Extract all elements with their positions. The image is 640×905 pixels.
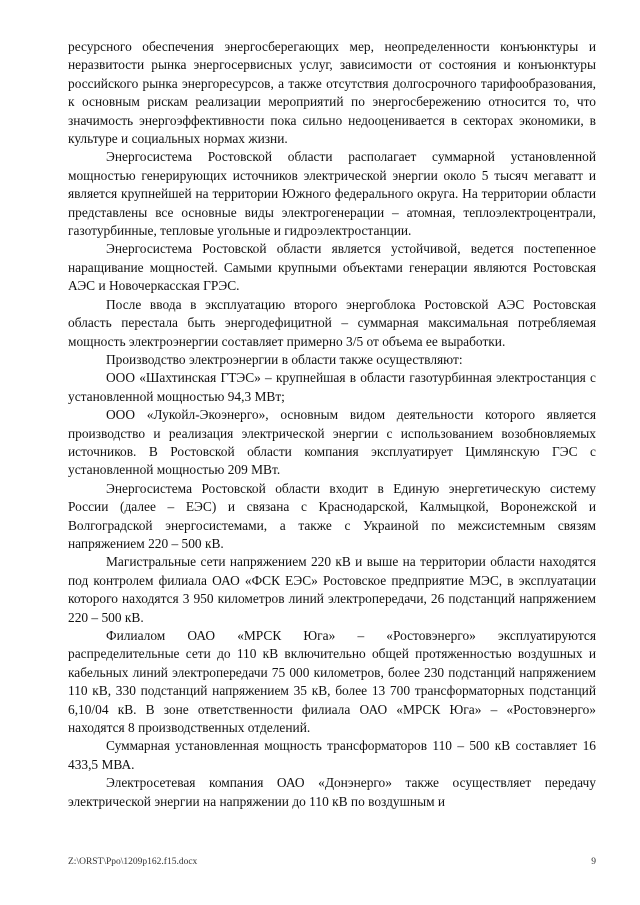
paragraph-rostov-npp: После ввода в эксплуатацию второго энергоблока Ростовской АЭС Ростовская область перестала быть энергодефицитной – суммарная максимальная потребляемая мощность электроэнергии составляет примерно 3/5 от объема ее выработки. xyxy=(68,296,596,349)
paragraph-energy-system-stability: Энергосистема Ростовской области является устойчивой, ведется постепенное наращивание мощностей. Самыми крупными объектами генерации являются Ростовская АЭС и Новочеркасская ГРЭС. xyxy=(68,241,596,294)
paragraph-production-intro: Производство электроэнергии в области также осуществляют: xyxy=(106,351,463,367)
paragraph-risks: ресурсного обеспечения энергосберегающих мер, неопределенности конъюнктуры и неразвитости рынка энергосервисных услуг, зависимости от состояния и конъюнктуры российского рынка энергоресурсов, а также отсутствия долгосрочного тарифообразования, к основным рискам реализации мероприятий по энергосбережению относится то, что значимость энергоэффективности пока сильно недооценивается в секторах экономики, в культуре и социальных нормах жизни. xyxy=(68,39,596,147)
paragraph-trunk-networks: Магистральные сети напряжением 220 кВ и выше на территории области находятся под контролем филиала ОАО «ФСК ЕЭС» Ростовское предприятие МЭС, в эксплуатации которого находятся 3 950 километров линий электропередачи, 26 подстанций напряжением 220 – 500 кВ. xyxy=(68,554,596,625)
paragraph-mrsk-yuga: Филиалом ОАО «МРСК Юга» – «Ростовэнерго» эксплуатируются распределительные сети до 110 кВ включительно общей протяженностью воздушных и кабельных линий электропередачи 75 000 километров, более 230 подстанций напряжением 110 кВ, 330 подстанций напряжением 35 кВ, более 13 700 трансформаторных подстанций 6,10/04 кВ. В зоне ответственности филиала ОАО «МРСК Юга» – «Ростовэнерго» находятся 8 производственных отделений. xyxy=(68,628,596,736)
paragraph-shakhty-gtes: ООО «Шахтинская ГТЭС» – крупнейшая в области газотурбинная электростанция с установленной мощностью 94,3 МВт; xyxy=(68,370,596,404)
paragraph-energy-system-capacity: Энергосистема Ростовской области располагает суммарной установленной мощностью генерирующих источников электрической энергии около 5 тысяч мегаватт и является крупнейшей на территории Южного федерального округа. На территории области представлены все основные виды электрогенерации – атомная, теплоэлектроцентрали, газотурбинные, тепловые угольные и гидроэлектростанции. xyxy=(68,149,596,239)
paragraph-donenergo: Электросетевая компания ОАО «Донэнерго» также осуществляет передачу электрической энергии на напряжении до 110 кВ по воздушным и xyxy=(68,775,596,809)
footer-file-path: Z:\ORST\Ppo\1209p162.f15.docx xyxy=(68,857,198,867)
paragraph-unified-energy-system: Энергосистема Ростовской области входит в Единую энергетическую систему России (далее – ЕЭС) и связана с Краснодарской, Калмыцкой, Воронежской и Волгоградской энергосистемами, а также с Украиной по межсистемным связям напряжением 220 – 500 кВ. xyxy=(68,480,596,551)
paragraph-lukoil-ecoenergo: ООО «Лукойл-Экоэнерго», основным видом деятельности которого является производство и реализация электрической энергии с использованием возобновляемых источников. В Ростовской области компания эксплуатирует Цимлянскую ГЭС с установленной мощностью 209 МВт. xyxy=(68,407,596,478)
page-number: 9 xyxy=(591,857,596,867)
paragraph-transformer-capacity: Суммарная установленная мощность трансформаторов 110 – 500 кВ составляет 16 433,5 МВА. xyxy=(68,738,596,772)
document-body xyxy=(68,38,596,811)
